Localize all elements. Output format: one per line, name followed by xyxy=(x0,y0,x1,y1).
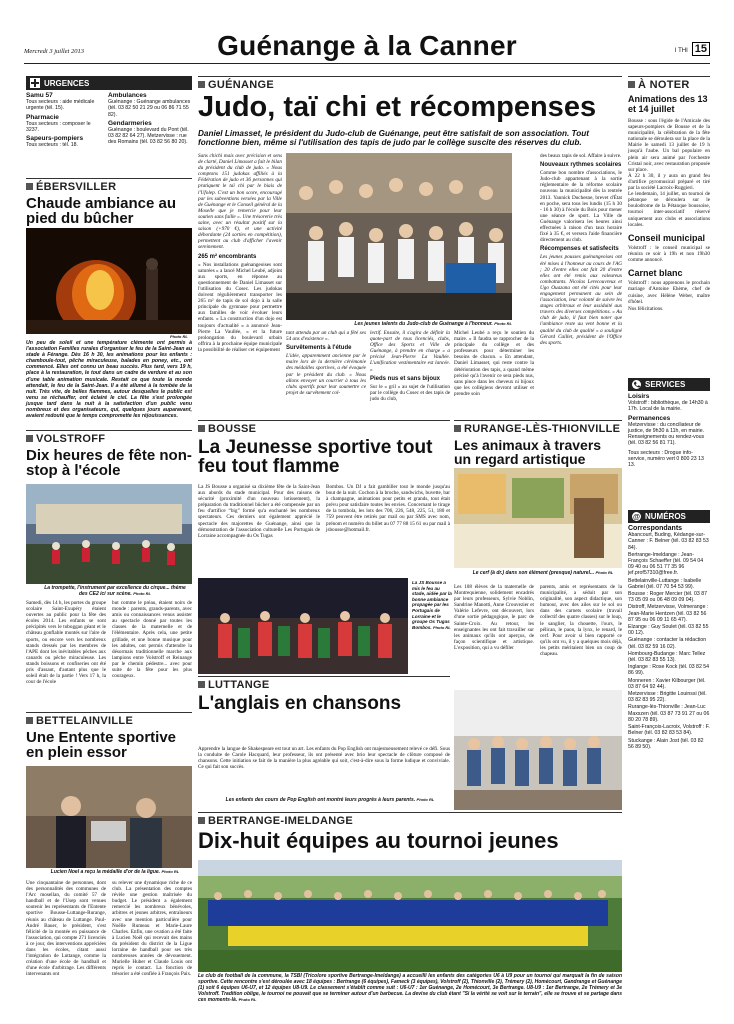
svg-text:@: @ xyxy=(632,512,641,521)
guenange-article xyxy=(198,76,622,148)
info-text: Tous secteurs : Drogue info-service, numéro vert 0 800 23 13 13. xyxy=(628,449,704,469)
info-item xyxy=(108,93,192,118)
page-title: Guénange à la Canner xyxy=(217,30,517,61)
at-icon xyxy=(632,512,641,521)
photo-credit: Photo RL xyxy=(595,570,614,575)
paragraph: L'idée, apparemment ancienne par le maire lors de la dernière cérémonie des médailles sportives, a été évoquée par le président du club. « Nous allons envoyer un courrier à tous les clubs sportifs pour leur soumettre ce projet de survêtement col- xyxy=(286,353,366,396)
headline: Chaude ambiance au pied du bûcher xyxy=(26,195,177,228)
photo-caption xyxy=(210,797,450,803)
info-item xyxy=(26,115,102,134)
numeros-box xyxy=(628,510,710,751)
bertrange-article xyxy=(198,812,622,852)
judo-group-photo xyxy=(286,153,512,320)
headline: Les animaux à travers un regard artistique xyxy=(454,437,602,468)
services-label: SERVICES xyxy=(645,380,686,389)
section-kicker: LUTTANGE xyxy=(198,676,450,691)
headline: Une Entente sportive en plein essor xyxy=(26,729,177,762)
photo-caption xyxy=(40,869,190,875)
correspondent-entry: Bertrange-Imeldange : Jean-François Schaeffer (tél. 09 54 04 09 40 ou 06 51 77 35 96 jef.prof57310@free.fr. xyxy=(628,551,704,577)
correspondent-entry: Bettelainville-Luttange : Isabelle Gabriel (tél. 07 70 54 53 99). xyxy=(628,577,702,590)
info-title: Sapeurs-pompiers xyxy=(26,135,84,143)
photo-caption xyxy=(336,321,512,327)
info-item xyxy=(26,136,102,148)
numeros-heading xyxy=(628,510,710,523)
pop-english-photo xyxy=(454,690,622,810)
numeros-label: NUMÉROS xyxy=(645,512,686,521)
paragraph: « Nos installations guénangeoises sont saturées » a lancé Michel Leubé, adjoint aux sports, en réponse au questionnement de Daniel Limasset sur l'utilisation du Cosec. Les judokas doivent régulièrement transporter les 265 m² de tapis de sol dojo à la salle principale du gymnase pour permettre aux familles de voir évoluer leurs enfants. « La construction d'un dojo est toujours d'actualité » a annoncé Jean-Pierre La Vaullée, « et la future prolongation du boulevard urbain offrira à la prochaine équipe municipale la possibilité de réaliser cet équipement xyxy=(198,261,282,353)
urgences-heading xyxy=(26,76,192,90)
info-text: Metzervisse : du conciliateur de justice, de 9h30 à 11h, en mairie. Renseignements ou rendez-vous (tél. 03 82 56 81 71). xyxy=(628,421,705,447)
bousse-col-2: Bombos. Un DJ a fait gambiller tout le monde jusqu'au bout de la nuit. Cochon à la broche, sandwichs, buvette, bar à champagne, animations pour petits et grands, tout était prévu pour satisfaire toutes les envies. Concernant le tirage de la tombola, les lots des 706, 226, 548, 225, 51, 180 et 759 peuvent être retirés par mail ou par SMS avec nom, prénom et numéro du billet au 07 77 88 15 61 ou par mail à jsbousse@hotmail.fr. xyxy=(326,484,450,533)
guenange-col-4: Michel Leubé a reçu le soutien du maire. « Il faudra se rapprocher de la principale du collège et des professeurs pour déterminer les besoins de chacun. » En attendant, Daniel Limasset, qui reste contre la détérioration des tapis, a quand même précisé qu'à l'avenir ce sera pieds nus, sans pince dans les cheveux ni bijoux que les collégiens devront utiliser et prendre soin xyxy=(454,330,534,397)
correspondent-entry: Bousse : Roger Mercier (tél. 03 87 73 05 09 ou 06 48 09 09 04). xyxy=(628,591,708,604)
ebersviller-article xyxy=(26,178,192,227)
caption-text: Les jeunes talents du Judo-club de Guénange à l'honneur. xyxy=(354,321,493,327)
info-title: Pharmacie xyxy=(26,113,59,121)
masthead xyxy=(24,30,710,64)
photo-credit: Photo RL xyxy=(133,591,151,596)
guenange-col-3 xyxy=(370,330,450,402)
correspondent-entry: Metzervisse : Brigitte Louinssi (tél. 03 82 83 95 22). xyxy=(628,691,707,704)
urgences-label: URGENCES xyxy=(44,78,90,88)
photo-caption xyxy=(412,580,452,630)
urgences-box xyxy=(26,76,192,152)
section-kicker: RURANGE-LÈS-THIONVILLE xyxy=(454,420,622,435)
caption-text: La trompette, l'instrument par excellence du cirque... thème des CE2 ici sur scène. xyxy=(44,585,186,597)
correspondent-entry: Rurange-lès-Thionville : Jean-Luc Maxszen (tél. 03 87 73 91 27 ou 06 80 20 78 89). xyxy=(628,704,710,723)
subhead: Nouveaux rythmes scolaires xyxy=(540,162,622,169)
headline: Judo, taï chi et récompenses xyxy=(198,91,597,123)
section-kicker: À NOTER xyxy=(628,76,710,91)
photo-credit: Photo RL xyxy=(238,997,257,1002)
subhead: Pieds nus et sans bijoux xyxy=(370,375,441,382)
guenange-col-1 xyxy=(198,153,282,353)
info-text: Guénange : Guénange ambulances (tél. 03 82 50 21 29 ou 06 86 71 55 82). xyxy=(108,99,191,118)
volstroff-body-1: Samedi, dès 14 h, les portes du groupe scolaire Saint-Exupéry étaient ouvertes au public pour la fête des écoles 2014. Les enfants se sont précipités vers le toboggan géant et le château gonflable montés sur l'aire de sports, ou encore vers les nombreux stands dressés par les membres de l'APE dont les inévitables pêches aux canards ou pêche miraculeuse. Les stands boissons et confiseries ont été pris d'assaut, d'autant plus que le soleil était de la partie ! Vers 17 h, la cour de l'école xyxy=(26,600,106,686)
cross-icon xyxy=(30,78,40,88)
bousse-article xyxy=(198,420,450,477)
correspondent-entry: Monneren : Xavier Kilbourger (tél. 03 87 64 92 44). xyxy=(628,677,706,690)
rurange-col-2: parents, amis et représentants de la municipalité, a séduit par son originalité, son aspect didactique, son humour, avec des ailes sur le sol ou dans des carnets scolaire (travail collectif des quatre classes) sur le loup, le sanglier, la chouette, l'ours, le pélican, le paon, la lynx, le renard, le cerf. Pour avoir si bien rapporté ce qu'ils ont vu, il y a quelques mois déjà, les petits méritaient bien un coup de chapeau. xyxy=(540,584,622,658)
school-party-photo xyxy=(26,484,192,584)
info-item xyxy=(628,394,710,413)
subhead: Survêtements à l'étude xyxy=(286,345,352,352)
guenange-col-2 xyxy=(286,330,366,396)
a-noter-title: Animations des 13 et 14 juillet xyxy=(628,94,708,114)
rurange-article xyxy=(454,420,622,467)
caption-text: Le cerf (à dr.) dans son élément (presque) naturel... xyxy=(472,570,595,576)
headline: L'anglais en chansons xyxy=(198,693,402,714)
photo-caption xyxy=(40,585,190,597)
info-text: Tous secteurs : tél. 18. xyxy=(26,142,78,149)
page-number: 15 xyxy=(692,42,710,56)
conseil-title: Conseil municipal xyxy=(628,232,706,243)
photo-caption xyxy=(198,973,622,1003)
issue-date: Mercredi 3 juillet 2013 xyxy=(24,48,84,55)
photo-credit: Photo RL xyxy=(161,869,180,874)
headline: Dix-huit équipes au tournoi jeunes xyxy=(198,828,559,853)
edition-code: I THI xyxy=(674,48,688,54)
info-item xyxy=(26,93,102,112)
bettelainville-body-1: Une cinquantaine de personnes, dont des personnalités des communes de l'Arc mosellan, du comité 57 de handball et de l'Usep sont venues soutenir les représentants de l'Entente sportive Bousse-Luttange-Rurange, réunis au château de Luttange. Paul-André Bauer, le président, s'est félicité de la montée en puissance de l'association, qui compte 271 licenciés à ce jour, des interventions appréciées dans les écoles, citant aussi l'intégration de Luttange, comme la création d'une école de handball et d'une école d'arbitrage. Les différents intervenants ont xyxy=(26,880,106,978)
luttange-body: Apprendre la langue de Shakespeare est tout un art. Les enfants du Pop English ont majestueusement relevé ce défi. Sous la conduite de Carole Hacquard, leur professeur, ils ont présenté avec brio leur spectacle de clôture composé de chansons. Cette initiation se fait de la manière la plus agréable qui soit, c'est-à-dire sous la forme ludique et conviviale. Ce qui fait son succès. xyxy=(198,746,450,771)
carnet-text: Volstroff : nous apprenons le prochain mariage d'Antoine Ehème, chef de cuisine, avec Hélène Weber, maître d'hôtel. xyxy=(628,280,710,305)
correspondants-title: Correspondants xyxy=(628,525,683,532)
volstroff-body-2: but comme le préau, étaient noirs de monde : parents, grands-parents, avec amis ou connaissances venus assister au spectacle donné par toutes les classes de la maternelle et de l'élémentaire. Après cela, une petite grillade, et une bonne musique pour les adultes, ont permis d'attendre la désormais traditionnelle marche aux lampions entre Volstroff et Reinange par le chemin pédestre... avec pour suite de la fête pour les plus courageux. xyxy=(112,600,192,680)
info-item xyxy=(628,450,710,469)
info-title: Gendarmeries xyxy=(108,119,152,127)
correspondent-entry: Distroff, Metzervisse, Volmerange : Jean-Marie Hentzen (tél. 03 82 56 87 95 ou 06 09 11 65 47). xyxy=(628,604,709,623)
article-deck: Daniel Limasset, le président du Judo-club de Guénange, peut être satisfait de son association. Tout fonctionne bien, même si l'utilisation des tapis de judo par le collège suscite des réserves du club. xyxy=(198,128,589,148)
services-heading xyxy=(628,378,710,391)
services-box xyxy=(628,378,710,471)
info-text: Guénange : boulevard du Pont (tél. 03 82 82 64 27). Metzervisse : rue des Romains (tél. 03 82 56 80 20). xyxy=(108,127,189,146)
info-title: Permanences xyxy=(628,414,671,422)
section-kicker: BERTRANGE-IMELDANGE xyxy=(198,812,622,827)
paragraph: Sans chichi mais avec précision et sens de clarté, Daniel Limasset a fait le bilan du président du club de judo. « Nous comptons 151 judokas affiliés à la Fédération de judo et 36 personnes qui pratiquent le taï chi par le biais de l'Ufolep. C'est un bon score, encouragé par les subventions versées par la Ville de Guénange et le Conseil général de la Moselle que je remercie pour leur soutien sans faille ». Une trésorerie très saine, avec un résultat positif sur la saison (+970 €), et une activité débordante (24 sorties en compétition), permettent au club d'afficher l'avenir sereinement. xyxy=(198,153,282,251)
saint-jean-photo xyxy=(198,578,408,674)
medal-photo xyxy=(26,766,192,868)
headline: Dix heures de fête non-stop à l'école xyxy=(26,447,192,480)
phone-icon xyxy=(632,380,641,389)
subhead: Récompenses et satisfecits xyxy=(540,246,619,253)
photo-credit: Photo RL xyxy=(494,321,512,326)
paragraph: Comme bon nombre d'associations, le Judo-club appartenant à la sortie réglementaire de la réforme scolaire nouveau la municipalité dès la rentrée 2013. Yannick Duchesne, brevet d'État en poche, sera tous les lundis (15 h 30 - 16 h 30) à l'école du Bois pour mener une séance de sport. La Ville de Guénange valorisera les heures ainsi effectuées à raison d'un taux horaire fixé à 35 €, et versera l'aide financière directement au club. xyxy=(540,170,622,244)
info-item xyxy=(628,416,710,447)
paragraph: Les jeunes pousses guénangeoises ont été mises à l'honneur au cours de l'AG ; 20 d'entre elles ont fait 20 d'entre elles ont été remis aux valeureux combattants. Nicolas Lerecouvreux et Ugo Ouazana ont été cités pour leur engagement permanent au sein de l'association, leur volonté de suivre les stages arbitraux et leur assiduité aux travers des diverses compétitions. « Au club de judo, il faut bien noter que l'ambiance reste au vent bonne et la qualité du club de qualité » a souligné Gérard Caillet, président de l'Office des sports. xyxy=(540,254,622,346)
volstroff-article xyxy=(26,430,192,479)
conseil-text: Volstroff : le conseil municipal se réunira ce soir à 19h et non 19h30 comme annoncé. xyxy=(628,244,710,264)
page-info xyxy=(675,42,710,56)
rurange-col-1: Les 108 élèves de la maternelle de Montrequienne, solidement encadrés par leurs professeurs, Sylvie Noblin, Sandrine Manotti, Anne Crouvezier et Valérie Lefevre, ont découvert, lors d'une sortie pédagogique, le parc de Sainte-Croix. Au retour, les enseignantes les ont fait travailler sur les animaux qu'ils ont aperçus, de façon scientifique et artistique. L'exposition, qui a vu défiler xyxy=(454,584,534,651)
info-text: Tous secteurs : composer le 3237. xyxy=(26,120,91,134)
bousse-col-1: La JS Bousse a organisé sa dixième fête de la Saint-Jean aux abords du stade municipal. Pour des raisons de sécurité (proximité d'un nouveau lotissement), la préparation du traditionnel bûcher a été compensée par un feu d'artifice “big” formé qu'a enchanté les nombreux spectateurs. Ces derniers ont également apprécié le spectacle des majorettes de Guénange, ainsi que la démonstration de l'association culturelle Les Portugais de Lorraine accompagnée du Os Tugas xyxy=(198,484,320,539)
caption-text: Les enfants des cours de Pop English ont montré leurs progrès à leurs parents. xyxy=(225,797,416,803)
paragraph: des beaux tapis de sol. Affaire à suivre. xyxy=(540,153,622,159)
section-kicker: GUÉNANGE xyxy=(198,76,622,91)
paragraph: lectif. Ensuite, il s'agira de définir la quote-part de tous licenciés, clubs, Office des Sports et Ville de Guénange, à prendre en charge » a précisé Jean-Pierre La Vaullée. L'unification vestimentaire est lancée. » xyxy=(370,330,450,373)
bonfire-photo xyxy=(26,228,192,334)
section-kicker: ÉBERSVILLER xyxy=(26,178,192,193)
info-item xyxy=(108,121,192,146)
bettelainville-body-2: su relever une dynamique riche de ce club. La présentation des comptes révèle une gestion maîtrisée du budget. Le président a également remercié les nombreux bénévoles, arbitres et jeunes arbitres, entraîneurs avec une mention particulière pour Noëlle Rumeau et Marie-Laure Charles. Enfin, une ovation a été faite à Lucien Noël qui recevait des mains du président du district de la Ligue lorraine de handball pour ses très nombreuses années de dévouement. Murielle Huber et Claude Louis ont repris le contact. La fonction de trésorier a été confiée à François Paix. xyxy=(112,880,192,978)
art-exhibit-photo xyxy=(454,468,622,568)
ebersviller-body: Un peu de soleil et une température clémente ont permis à l'association Familles rurales d'organiser le feu de la Saint-Jean au stade à Férange. Dès 16 h 30, les animations pour les enfants : chamboule-tout, pêche miraculeuse, balades en poney, etc., ont commencé. Elles ont connu un beau succès. Plus tard, vers 19 h, place à la restauration, le tout dans un cadre de verdure et au son d'une table animation musicale. Restait ce que toute la monde attendait, le feu de la Saint-Jean. Il a été allumé à la tombée de la nuit. Très vite, de belles flammes, autour desquelles le public est venu se réchauffer, ont éclairé le ciel. La fête s'est prolongée jusque tard dans la nuit à la satisfaction d'un public venu nombreux et des organisateurs, qui, quelques jours auparavant, avaient redouté que le temps compromette les réjouissances. xyxy=(26,340,192,420)
photo-caption xyxy=(464,570,622,576)
paragraph: tant attendu par un club qui a fêté ses 54 ans d'existence ». xyxy=(286,330,366,343)
correspondent-entry: Saint-François-Lacroix, Volstroff : F. Belner (tél. 03 82 83 53 84). xyxy=(628,724,710,737)
info-title: Samu 57 xyxy=(26,92,53,99)
caption-text: Lucien Noel a reçu la médaille d'or de la ligue. xyxy=(50,869,161,875)
subhead: 265 m² encombrants xyxy=(198,253,257,260)
paragraph: Sur le « gril » au sujet de l'utilisation par le collège du Cosec et des tapis de judo du club, xyxy=(370,383,450,402)
info-text: Volstroff : bibliothèque, de 14h30 à 17h. Local de la mairie. xyxy=(628,400,708,413)
photo-credit: Photo RL xyxy=(170,334,188,339)
headline: La Jeunesse sportive tout feu tout flamme xyxy=(198,437,433,478)
a-noter-body: Bousse : sous l'égide de l'Amicale des sapeurs-pompiers de Bousse et de la municipalité, la célébration de la fête nationale se déroulera sur la place de la Mairie le samedi 13 juillet de 19 h jusqu'à l'aube. Un bal populaire en plein air sera animé par l'orchestre Cristal noir, avec restauration proposée sur place. À 22 h 30, il y aura un grand feu d'artifice pyromusical préparé et tiré par la société Lacroix-Ruggieri. Le lendemain, 14 juillet, un tournoi de pétanque se déroulera sur le boulodrome de la Pétanque boussoise, tournoi inter-associatif réservé uniquement aux clubs et associations locales. xyxy=(628,118,710,228)
correspondent-entry: Abancourt, Buding, Kédange-sur-Canner : F. Belner (tél. 03 82 83 53 84). xyxy=(628,532,709,551)
caption-text: La JS Bousse a mis le feu au stade, aidée par la bonne ambiance propagée par les Portugais de Lorraine et le groupe Os Tugas Bombos. xyxy=(412,580,452,630)
correspondent-entry: Inglange : Rose Kock (tél. 03 82 54 86 99). xyxy=(628,664,710,677)
photo-credit: Photo RL xyxy=(432,624,451,630)
info-title: Loisirs xyxy=(628,393,650,400)
section-kicker: BETTELAINVILLE xyxy=(26,712,192,727)
correspondent-entry: Guénange : contacter la rédaction (tél. 03 82 59 16 02). xyxy=(628,637,707,650)
a-noter-box xyxy=(628,76,710,312)
bettelainville-article xyxy=(26,712,192,761)
guenange-col-5 xyxy=(540,153,622,346)
correspondent-entry: Stuckange : Alain Jost (tél. 03 82 56 89 50). xyxy=(628,737,704,750)
info-title: Ambulances xyxy=(108,92,147,99)
caption-text: Le club de football de la commune, la TSBI (Tricolore sportive Bertrange-Imeldange) a accueilli les enfants des catégories U6 à U9 pour un tournoi qui marquait la fin de saison sportive. Cette rencontre s'est déroulée avec 18 équipes : Bertrange (6 équipes), Fameck (3 équipes), Volstroff (2), Thionville (2), Trémery (2), Homécourt, Gandrange et Guénange (1) soit 6 équipes U6-U7, et 12 équipes U8-U9. Le classement s'établit comme suit : U6-U7 : 1er Guénange, 2e Homécourt, 3e Bertrange. U8-U9 : 1er Bertrange, 2e Trémery et 3e Volstroff. Tradition oblige, le tournoi ne pouvait que se terminer autour d'un barbecue. La devise du club étant "Si la vérité se voit sur le terrain", elle se trouve et se partage dans ces moments-là. xyxy=(198,973,622,1003)
section-kicker: VOLSTROFF xyxy=(26,430,192,445)
photo-credit: Photo RL xyxy=(416,797,435,802)
section-kicker: BOUSSE xyxy=(198,420,450,435)
correspondent-entry: Elzange : Guy Soulet (tél. 03 82 55 00 12). xyxy=(628,624,709,637)
carnet-footer: Nos félicitations. xyxy=(628,305,664,312)
correspondent-entry: Hombourg-Budange : Marc Tellez (tél. 03 82 83 55 13). xyxy=(628,650,706,664)
carnet-title: Carnet blanc xyxy=(628,268,683,279)
football-teams-photo xyxy=(198,860,622,972)
luttange-article xyxy=(198,676,450,713)
info-text: Tous secteurs : aide médicale urgente (tél. 15). xyxy=(26,99,95,112)
